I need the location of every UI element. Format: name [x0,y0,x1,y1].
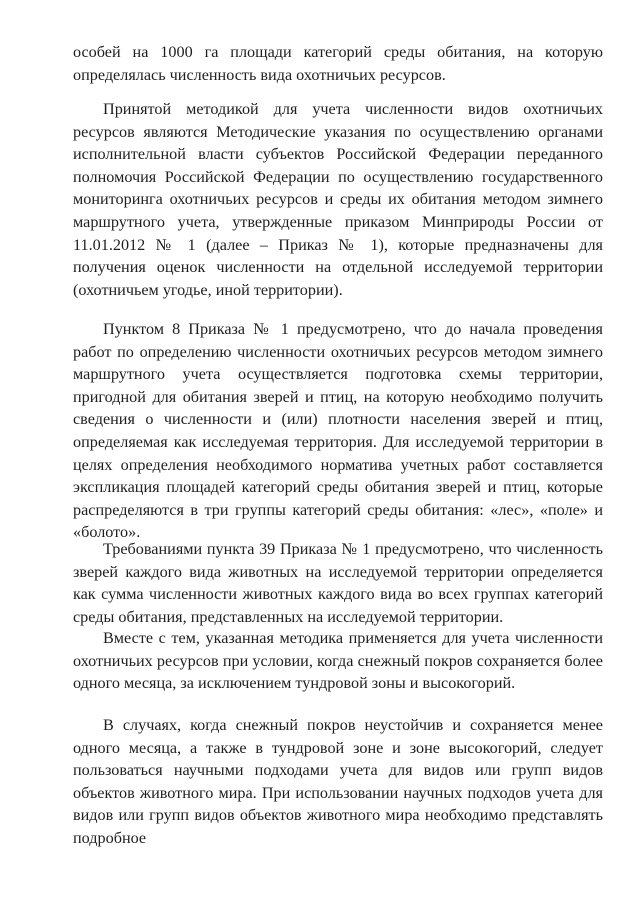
paragraph-point-39: Требованиями пункта 39 Приказа № 1 предусмотрено, что численность зверей каждого вида животных на исследуемой территории определяется как сумма численности животных каждого вида во всех группах категорий среды обитания, представленных на исследуемой территории. [73,540,603,626]
paragraph-point-8: Пунктом 8 Приказа № 1 предусмотрено, что до начала проведения работ по определению численности охотничьих ресурсов методом зимнего маршрутного учета осуществляется подготовка схемы территории, пригодной для обитания зверей и птиц, на которую необходимо получить сведения о численности и (или) плотности населения зверей и птиц, определяемая как исследуемая территория. Для исследуемой территории в целях определения необходимого норматива учетных работ составляется экспликация площадей категорий среды обитания зверей и птиц, которые распределяются в три группы категорий среды обитания: «лес», «поле» и «болото». [73,320,603,542]
paragraph-scientific-approaches: В случаях, когда снежный покров неустойчив и сохраняется менее одного месяца, а также в тундровой зоне и зоне высокогорий, следует пользоваться научными подходами учета для видов или групп видов объектов животного мира. При использовании научных подходов учета для видов или групп видов объектов животного мира необходимо представлять подробное [73,716,603,847]
paragraph-methodology: Принятой методикой для учета численности видов охотничьих ресурсов являются Методические указания по осуществлению органами исполнительной власти субъектов Российской Федерации переданного полномочия Российской Федерации по осуществлению государственного мониторинга охотничьих ресурсов и среды их обитания методом зимнего маршрутного учета, утвержденные приказом Минприроды России от 11.01.2012 № 1 (далее – Приказ № 1), которые предназначены для получения оценок численности на отдельной исследуемой территории (охотничьем угодье, иной территории). [73,100,603,299]
paragraph-snow-cover-condition: Вместе с тем, указанная методика применяется для учета численности охотничьих ресурсов при условии, когда снежный покров сохраняется более одного месяца, за исключением тундровой зоны и высокогорий. [73,629,603,693]
paragraph-continuation: особей на 1000 га площади категорий среды обитания, на которую определялась численность вида охотничьих ресурсов. [73,43,603,84]
